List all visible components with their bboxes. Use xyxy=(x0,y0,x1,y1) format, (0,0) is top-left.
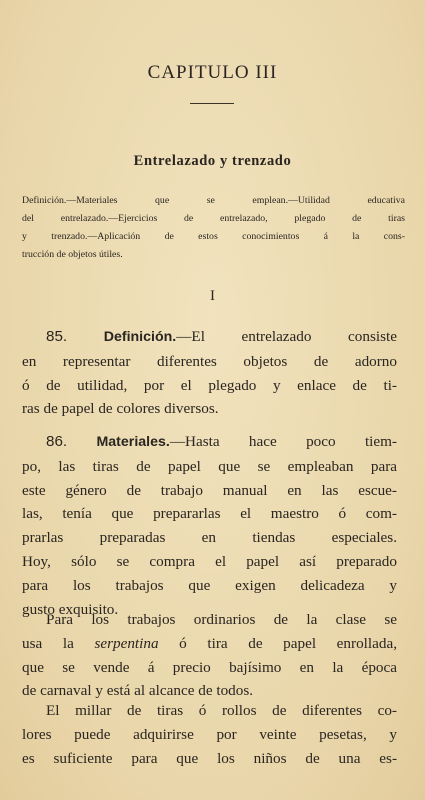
chapter-rule xyxy=(190,103,234,104)
summary-line: trucción de objetos útiles. xyxy=(22,249,123,260)
summary-line: del entrelazado.—Ejercicios de entrelazado, plegado de tiras xyxy=(22,213,405,224)
paragraph-86 xyxy=(22,430,397,621)
paragraph-line: es suficiente para que los niños de una es- xyxy=(22,749,397,767)
paragraph-line: las, tenía que prepararlas el maestro ó com- xyxy=(22,505,397,523)
paragraph-line: lores puede adquirirse por veinte pesetas, y xyxy=(22,725,397,743)
paragraph-line: Hoy, sólo se compra el papel así preparado xyxy=(22,552,397,570)
paragraph-85 xyxy=(22,325,397,421)
paragraph-number: 86. xyxy=(46,433,68,450)
paragraph-heading: Materiales. xyxy=(96,434,170,450)
paragraph-line: que se vende á precio bajísimo en la época xyxy=(22,658,397,676)
subsection-numeral: I xyxy=(210,288,215,304)
summary-line: Definición.—Materiales que se emplean.—Utilidad educativa xyxy=(22,195,405,206)
section-title: Entrelazado y trenzado xyxy=(133,153,292,169)
paragraph-line: prarlas preparadas en tiendas especiales. xyxy=(22,529,397,547)
paragraph-line: este género de trabajo manual en las escue- xyxy=(22,481,397,499)
paragraph-heading: Definición. xyxy=(103,329,177,345)
paragraph-line: en representar diferentes objetos de adorno xyxy=(22,352,397,370)
paragraph-number: 85. xyxy=(46,328,68,345)
paragraph-line: ras de papel de colores diversos. xyxy=(22,400,219,418)
paragraph-line: ó de utilidad, por el plegado y enlace de ti- xyxy=(22,376,397,394)
paragraph-line: para los trabajos que exigen delicadeza y xyxy=(22,576,397,594)
paragraph-line xyxy=(22,325,397,350)
paragraph-text: ó tira de papel enrollada, xyxy=(158,634,397,652)
chapter-summary xyxy=(22,192,405,264)
summary-line: y trenzado.—Aplicación de estos conocimientos á la cons- xyxy=(22,231,405,242)
paragraph-text: —Hasta hace poco tiem- xyxy=(169,433,397,450)
paragraph-line xyxy=(22,632,397,656)
paragraph-88 xyxy=(22,699,397,770)
paragraph-line: Para los trabajos ordinarios de la clase se xyxy=(46,611,397,628)
paragraph-line: gusto exquisito. xyxy=(22,600,119,618)
paragraph-line: de carnaval y está al alcance de todos. xyxy=(22,682,254,700)
paragraph-text: —El entrelazado consiste xyxy=(176,328,397,345)
emphasized-term: serpentina xyxy=(94,634,159,652)
paragraph-line: po, las tiras de papel que se empleaban para xyxy=(22,457,397,475)
paragraph-line xyxy=(22,430,397,455)
paragraph-text: usa la xyxy=(22,634,95,652)
paragraph-line: El millar de tiras ó rollos de diferentes co- xyxy=(46,702,397,719)
paragraph-87 xyxy=(22,608,397,703)
chapter-title: CAPITULO III xyxy=(147,62,278,83)
